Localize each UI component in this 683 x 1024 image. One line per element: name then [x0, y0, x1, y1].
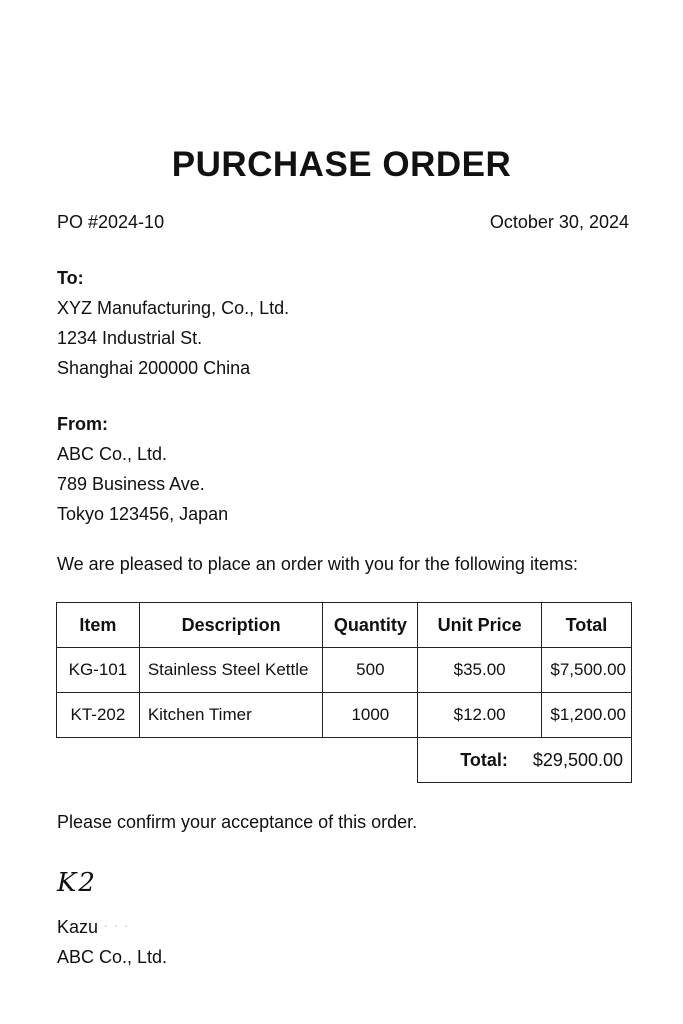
document-title: PURCHASE ORDER: [171, 145, 512, 184]
table-row: [57, 693, 632, 738]
cell-item: KG-101: [57, 648, 140, 693]
grand-total-row: [57, 738, 632, 783]
cell-item: KT-202: [57, 693, 140, 738]
order-date: October 30, 2024: [489, 212, 629, 232]
signer-company: ABC Co., Ltd.: [57, 947, 168, 967]
recipient-street: 1234 Industrial St.: [57, 328, 203, 348]
grand-total-value: $29,500.00: [532, 749, 623, 770]
grand-total-cell: [418, 738, 632, 783]
table-row: [57, 648, 632, 693]
sender-street: 789 Business Ave.: [57, 474, 205, 494]
items-table: [56, 602, 632, 783]
redacted-surname: - - -: [104, 921, 130, 932]
header-unit-price: Unit Price: [418, 603, 542, 648]
recipient-company: XYZ Manufacturing, Co., Ltd.: [57, 298, 290, 318]
po-number: PO #2024-10: [57, 212, 165, 232]
header-quantity: Quantity: [323, 603, 418, 648]
cell-description: Stainless Steel Kettle: [139, 648, 323, 693]
grand-total-label: Total:: [460, 749, 508, 770]
header-total: Total: [541, 603, 631, 648]
recipient-city: Shanghai 200000 China: [57, 358, 251, 378]
to-heading: To:: [57, 268, 84, 288]
cell-description: Kitchen Timer: [139, 693, 323, 738]
cell-unit-price: $35.00: [418, 648, 542, 693]
total-spacer: [57, 738, 418, 783]
signature-mark: K2: [57, 868, 97, 898]
cell-unit-price: $12.00: [418, 693, 542, 738]
sender-block: [57, 409, 228, 529]
confirmation-text: Please confirm your acceptance of this order.: [57, 812, 418, 832]
sender-city: Tokyo 123456, Japan: [57, 504, 229, 524]
header-description: Description: [139, 603, 323, 648]
cell-quantity: 500: [323, 648, 418, 693]
cell-quantity: 1000: [323, 693, 418, 738]
table-header-row: [57, 603, 632, 648]
from-heading: From:: [57, 414, 108, 434]
cell-total: $1,200.00: [541, 693, 631, 738]
recipient-block: [57, 263, 289, 383]
signer-name: Kazu: [57, 917, 99, 937]
intro-text: We are pleased to place an order with you for the following items:: [57, 554, 578, 574]
header-item: Item: [57, 603, 140, 648]
cell-total: $7,500.00: [541, 648, 631, 693]
signer-block: [57, 912, 167, 972]
sender-company: ABC Co., Ltd.: [57, 444, 168, 464]
